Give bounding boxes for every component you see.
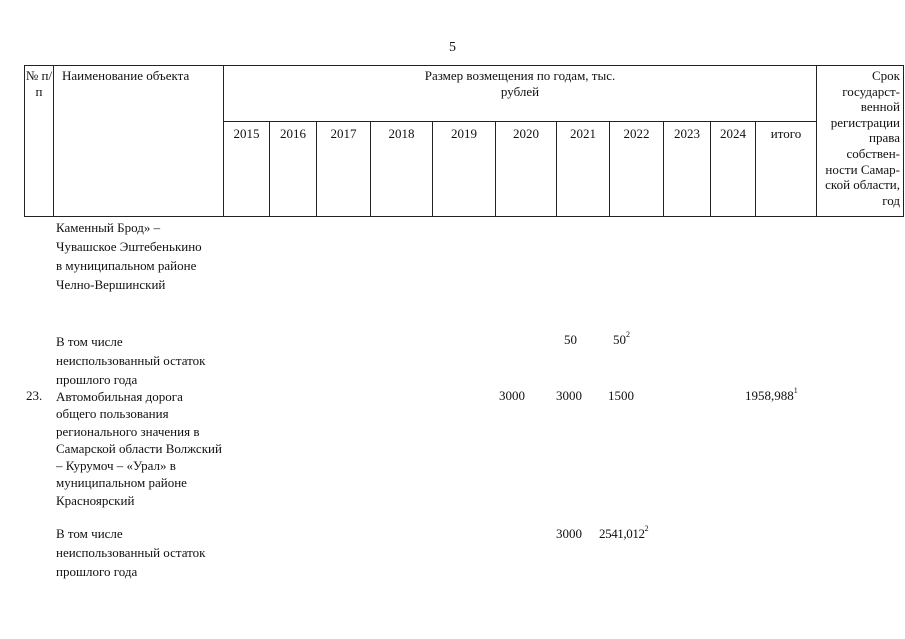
year-2016: 2016 xyxy=(270,122,317,217)
year-2021: 2021 xyxy=(557,122,610,217)
value-2021: 3000 xyxy=(556,388,582,403)
row-number: 23. xyxy=(26,388,43,403)
year-2018: 2018 xyxy=(371,122,433,217)
value-total: 1958,988$^1$ xyxy=(745,386,798,403)
year-2017: 2017 xyxy=(317,122,371,217)
value-2022: 2541,012$^2$ xyxy=(599,524,649,541)
list-item: В том числе неиспользованный остаток прошлого года xyxy=(56,526,206,579)
year-total: итого xyxy=(756,122,817,217)
list-item: Автомобильная дорога общего пользования регионального значения в Самарской области Волжский – Курумоч – «Урал» в муниципальном районе Красноярский xyxy=(56,389,222,508)
list-item: Каменный Брод» – Чувашское Эштебенькино в муниципальном районе Челно-Вершинский xyxy=(56,220,202,292)
value-2022: 1500 xyxy=(608,388,634,403)
value-2022: $50^2$ xyxy=(613,330,630,347)
value-2020: 3000 xyxy=(499,388,525,403)
year-2024: 2024 xyxy=(711,122,756,217)
year-2019: 2019 xyxy=(433,122,496,217)
year-2023: 2023 xyxy=(664,122,711,217)
col-size-header: Размер возмещения по годам, тыс. рублей xyxy=(224,66,817,122)
year-2015: 2015 xyxy=(224,122,270,217)
value-2021: 50 xyxy=(564,332,577,347)
value-2021: 3000 xyxy=(556,526,582,541)
col-term-header: Срок государст-венной регистрации права собствен-ности Самар-ской области, год xyxy=(817,66,904,217)
year-2022: 2022 xyxy=(610,122,664,217)
year-2020: 2020 xyxy=(496,122,557,217)
col-num-header: № п/п xyxy=(25,66,54,217)
header-table xyxy=(24,65,904,217)
page-number: 5 xyxy=(449,40,456,55)
col-name-header: Наименование объекта xyxy=(54,66,224,217)
list-item: В том числе неиспользованный остаток прошлого года xyxy=(56,334,206,387)
